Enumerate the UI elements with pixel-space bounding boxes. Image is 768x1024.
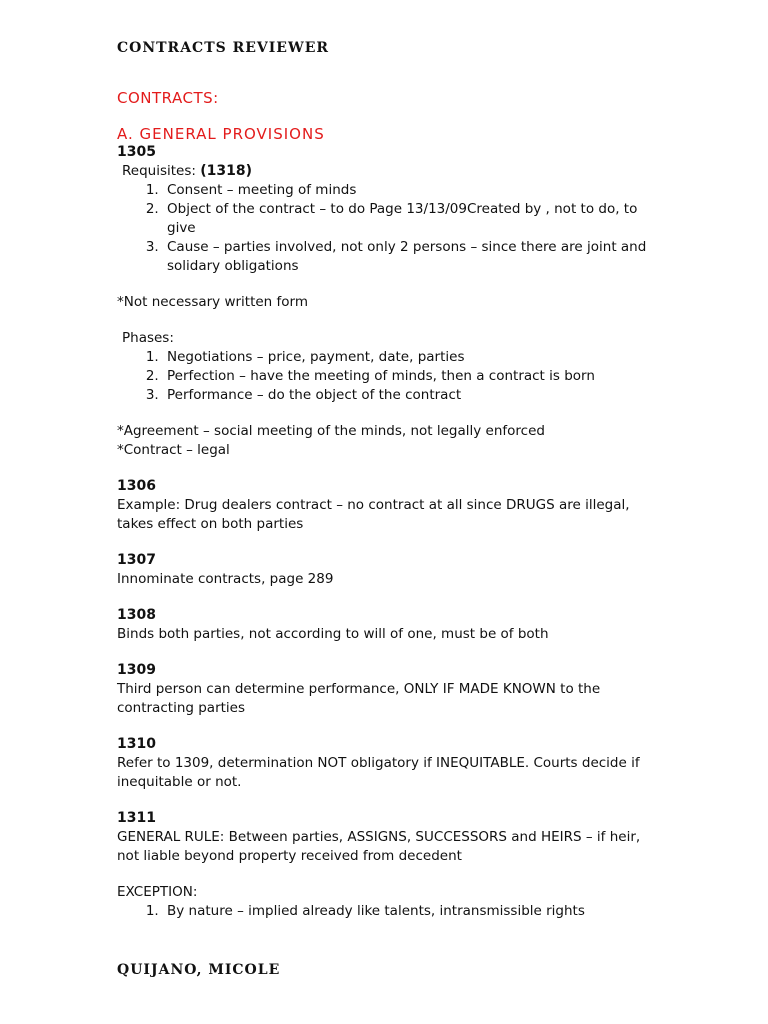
article-number-1306: 1306 <box>117 478 156 494</box>
requisites-line <box>117 162 657 181</box>
phases-label: Phases: <box>122 330 174 346</box>
article-text-1309: Third person can determine performance, ONLY IF MADE KNOWN to the contracting parties <box>117 681 601 716</box>
list-item: 2. Perfection – have the meeting of minds, then a contract is born <box>163 367 657 386</box>
page-footer-author: QUIJANO, MICOLE <box>117 962 281 978</box>
article-number-1309: 1309 <box>117 662 156 678</box>
note-written-form: *Not necessary written form <box>117 294 309 310</box>
article-text-1307: Innominate contracts, page 289 <box>117 571 334 587</box>
list-item: 1. Negotiations – price, payment, date, parties <box>163 348 657 367</box>
list-item: 1. Consent – meeting of minds <box>163 181 657 200</box>
article-number-1308: 1308 <box>117 607 156 623</box>
requisites-list <box>117 181 657 276</box>
article-number-1305: 1305 <box>117 144 156 160</box>
page-header-title: CONTRACTS REVIEWER <box>117 40 330 56</box>
note-agreement: *Agreement – social meeting of the minds, not legally enforced <box>117 423 545 439</box>
requisites-label: Requisites: <box>122 163 196 179</box>
list-item: 1. By nature – implied already like talents, intransmissible rights <box>163 902 657 921</box>
list-item: 3. Cause – parties involved, not only 2 persons – since there are joint and solidary obligations <box>163 238 657 276</box>
article-text-1306: Example: Drug dealers contract – no contract at all since DRUGS are illegal, takes effect on both parties <box>117 497 630 532</box>
article-text-1308: Binds both parties, not according to will of one, must be of both <box>117 626 549 642</box>
article-text-1310: Refer to 1309, determination NOT obligatory if INEQUITABLE. Courts decide if inequitable or not. <box>117 755 640 790</box>
section-heading-general-provisions: A. GENERAL PROVISIONS <box>117 125 325 143</box>
note-contract: *Contract – legal <box>117 442 230 458</box>
document-body <box>117 143 657 921</box>
article-text-1311: GENERAL RULE: Between parties, ASSIGNS, SUCCESSORS and HEIRS – if heir, not liable beyond property received from decedent <box>117 829 641 864</box>
phases-list <box>117 348 657 405</box>
article-number-1310: 1310 <box>117 736 156 752</box>
exceptions-list <box>117 902 657 921</box>
list-item: 3. Performance – do the object of the contract <box>163 386 657 405</box>
section-heading-contracts: CONTRACTS: <box>117 89 219 107</box>
exception-label: EXCEPTION: <box>117 884 198 900</box>
requisites-ref: (1318) <box>200 163 252 179</box>
list-item: 2. Object of the contract – to do Page 13/13/09Created by , not to do, to give <box>163 200 657 238</box>
article-number-1311: 1311 <box>117 810 156 826</box>
article-number-1307: 1307 <box>117 552 156 568</box>
